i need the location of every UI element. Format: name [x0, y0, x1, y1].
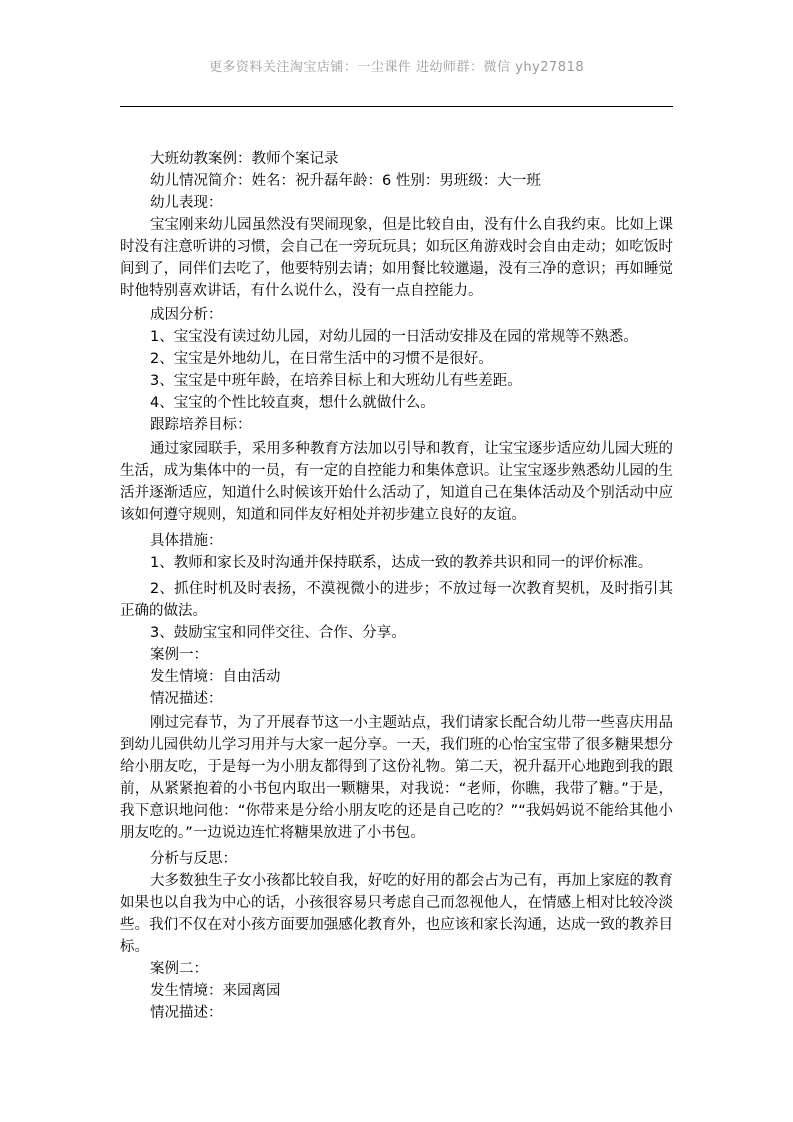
case1-description: 刚过完春节，为了开展春节这一小主题站点，我们请家长配合幼儿带一些喜庆用品到幼儿园供幼儿学习用并与大家一起分享。一天，我们班的心怡宝宝带了很多糖果想分给小朋友吃，于是每一为小朋友都得到了这份礼物。第二天，祝升磊开心地跑到我的跟前，从紧紧抱着的小书包内取出一颗糖果，对我说：“老师，你瞧，我带了糖。”于是，我下意识地问他：“你带来是分给小朋友吃的还是自己吃的？”“我妈妈说不能给其他小朋友吃的。”一边说边连忙将糖果放进了小书包。 [120, 715, 673, 841]
cause-heading: 成因分析： [150, 307, 223, 323]
document-title: 大班幼教案例：教师个案记录 [150, 151, 339, 167]
case2-heading: 案例二： [150, 961, 208, 977]
case1-heading: 案例一： [150, 647, 208, 663]
case1-analysis-heading: 分析与反思： [150, 851, 237, 867]
cause-item: 3、宝宝是中班年龄，在培养目标上和大班幼儿有些差距。 [150, 373, 522, 389]
child-intro: 幼儿情况简介：姓名：祝升磊年龄：6 性别：男班级：大一班 [150, 173, 541, 189]
case2-desc-heading: 情况描述： [150, 1005, 223, 1021]
behavior-heading: 幼儿表现： [150, 195, 223, 211]
measures-heading: 具体措施： [150, 533, 223, 549]
measure-item: 2、抓住时机及时表扬，不漠视微小的进步；不放过每一次教育契机，及时指引其正确的做法。 [120, 581, 673, 619]
page-header: 更多资料关注淘宝店铺：一尘课件 进幼师群：微信 yhy27818 [208, 60, 585, 75]
case1-scene: 发生情境：自由活动 [150, 669, 281, 685]
document-body [120, 148, 673, 1024]
case1-analysis: 大多数独生子女小孩都比较自我，好吃的好用的都会占为己有，再加上家庭的教育如果也以自我为中心的话，小孩很容易只考虑自己而忽视他人，在情感上相对比较冷淡些。我们不仅在对小孩方面要加强感化教育外，也应该和家长沟通，达成一致的教养目标。 [120, 873, 673, 955]
behavior-text: 宝宝刚来幼儿园虽然没有哭闹现象，但是比较自由，没有什么自我约束。比如上课时没有注意听讲的习惯，会自己在一旁玩玩具；如玩区角游戏时会自由走动；如吃饭时间到了，同伴们去吃了，他要特别去请；如用餐比较邋遢，没有三净的意识；再如睡觉时他特别喜欢讲话，有什么说什么，没有一点自控能力。 [120, 217, 673, 299]
case2-scene: 发生情境：来园离园 [150, 983, 281, 999]
measure-item: 3、鼓励宝宝和同伴交往、合作、分享。 [150, 625, 406, 641]
goal-heading: 跟踪培养目标： [150, 417, 252, 433]
goal-text: 通过家园联手，采用多种教育方法加以引导和教育，让宝宝逐步适应幼儿园大班的生活，成为集体中的一员，有一定的自控能力和集体意识。让宝宝逐步熟悉幼儿园的生活并逐渐适应，知道什么时候该开始什么活动了，知道自己在集体活动及个别活动中应该如何遵守规则，知道和同伴友好相处并初步建立良好的友谊。 [120, 441, 673, 523]
measure-item: 1、教师和家长及时沟通并保持联系，达成一致的教养共识和同一的评价标准。 [150, 555, 653, 571]
header-divider [120, 106, 673, 107]
cause-item: 2、宝宝是外地幼儿，在日常生活中的习惯不是很好。 [150, 351, 493, 367]
cause-item: 4、宝宝的个性比较直爽，想什么就做什么。 [150, 395, 435, 411]
case1-desc-heading: 情况描述： [150, 691, 223, 707]
cause-item: 1、宝宝没有读过幼儿园，对幼儿园的一日活动安排及在园的常规等不熟悉。 [150, 329, 638, 345]
